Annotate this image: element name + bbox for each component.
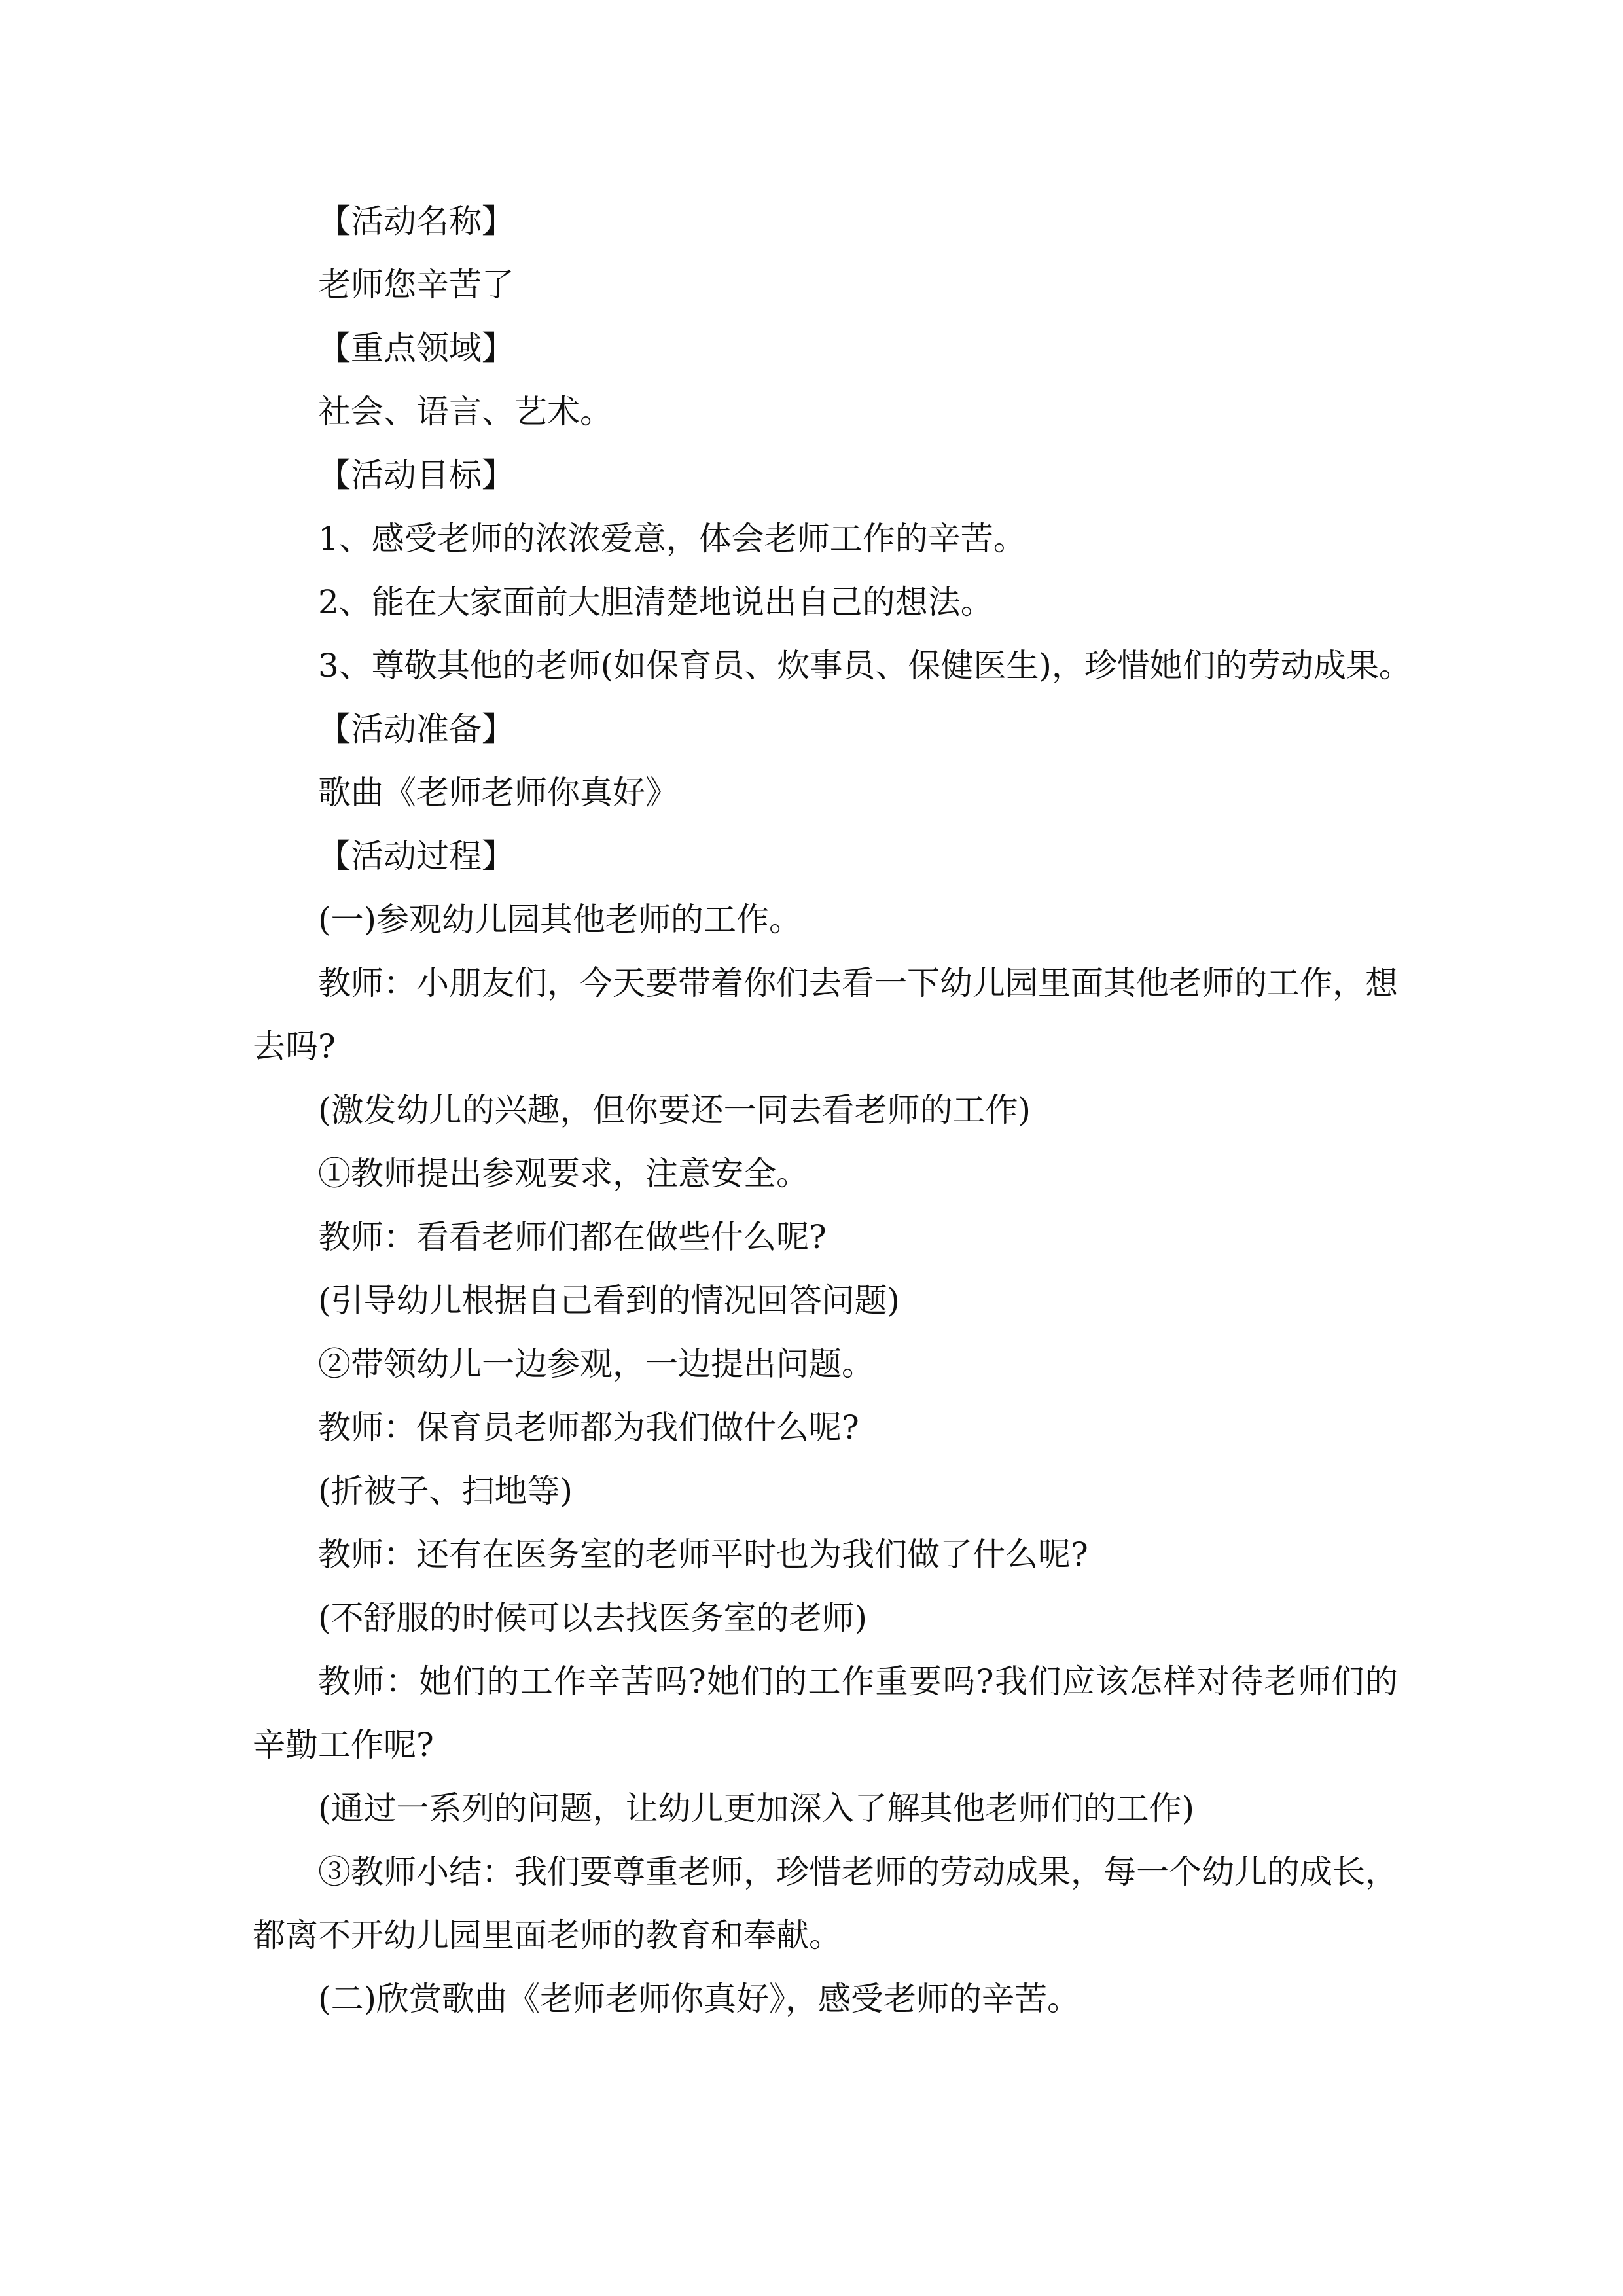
process-step-2-heading: (二)欣赏歌曲《老师老师你真好》，感受老师的辛苦。 (318, 1980, 1080, 2018)
note-paragraph: (引导幼儿根据自己看到的情况回答问题) (318, 1282, 901, 1319)
focus-areas-text: 社会、语言、艺术。 (318, 393, 613, 431)
note-paragraph: (折被子、扫地等) (318, 1472, 573, 1510)
note-paragraph: (通过一系列的问题，让幼儿更加深入了解其他老师们的工作) (318, 1789, 1195, 1827)
note-paragraph: (激发幼儿的兴趣，但你要还一同去看老师的工作) (318, 1091, 1031, 1129)
section-heading-focus-areas: 【重点领域】 (318, 329, 514, 367)
step-paragraph: ②带领幼儿一边参观，一边提出问题。 (318, 1345, 874, 1383)
step-paragraph: ①教师提出参观要求，注意安全。 (318, 1155, 809, 1193)
objective-item-1: 1、感受老师的浓浓爱意，体会老师工作的辛苦。 (318, 520, 1026, 558)
activity-name-text: 老师您辛苦了 (318, 266, 514, 304)
teacher-dialogue-paragraph: 教师：小朋友们，今天要带着你们去看一下幼儿园里面其他老师的工作，想去吗? (253, 964, 1398, 1066)
note-paragraph: (不舒服的时候可以去找医务室的老师) (318, 1599, 868, 1637)
preparation-text: 歌曲《老师老师你真好》 (318, 774, 678, 812)
section-heading-objectives: 【活动目标】 (318, 456, 514, 494)
document-page (253, 190, 1412, 2031)
section-heading-process: 【活动过程】 (318, 837, 514, 875)
objective-item-2: 2、能在大家面前大胆清楚地说出自己的想法。 (318, 583, 993, 621)
teacher-dialogue-paragraph: 教师：她们的工作辛苦吗?她们的工作重要吗?我们应该怎样对待老师们的辛勤工作呢? (253, 1662, 1398, 1764)
process-step-1-heading: (一)参观幼儿园其他老师的工作。 (318, 901, 802, 939)
teacher-dialogue-paragraph: 教师：保育员老师都为我们做什么呢? (318, 1408, 859, 1446)
teacher-dialogue-paragraph: 教师：看看老师们都在做些什么呢? (318, 1218, 827, 1256)
objective-item-3: 3、尊敬其他的老师(如保育员、炊事员、保健医生)，珍惜她们的劳动成果。 (318, 647, 1412, 685)
section-heading-preparation: 【活动准备】 (318, 710, 514, 748)
teacher-dialogue-paragraph: 教师：还有在医务室的老师平时也为我们做了什么呢? (318, 1535, 1088, 1573)
summary-paragraph: ③教师小结：我们要尊重老师，珍惜老师的劳动成果，每一个幼儿的成长，都离不开幼儿园里面老师的教育和奉献。 (253, 1853, 1398, 1954)
section-heading-activity-name: 【活动名称】 (318, 202, 514, 240)
